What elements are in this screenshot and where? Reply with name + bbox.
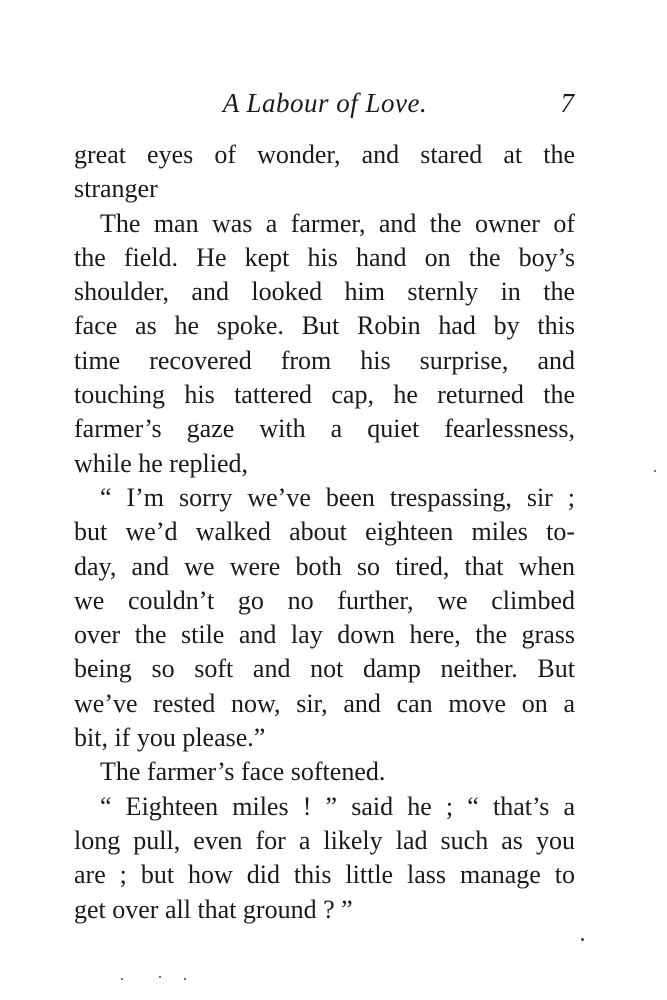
text-line: great eyes of wonder, and stared at the: [74, 140, 575, 169]
text-line: “ Eighteen miles ! ” said he ; “ that’s a: [100, 791, 575, 821]
text-line: long pull, even for a likely lad such as you: [74, 825, 575, 855]
text-line: shoulder, and looked him sternly in the: [74, 277, 575, 307]
body-text: [74, 138, 575, 927]
text-line: we’ve rested now, sir, and can move on a: [74, 688, 575, 718]
text-line: time recovered from his surprise, and: [74, 345, 575, 375]
running-head: [74, 88, 576, 128]
text-line: while he replied,: [74, 448, 248, 478]
text-line: touching his tattered cap, he returned the: [74, 380, 575, 410]
page-number: 7: [560, 88, 574, 118]
text-line: the field. He kept his hand on the boy’s: [74, 242, 575, 272]
print-speck: [581, 938, 584, 941]
text-line: are ; but how did this little lass manage to: [74, 860, 575, 890]
text-line: The farmer’s face softened.: [100, 757, 386, 787]
text-line: “ I’m sorry we’ve been trespassing, sir ;: [100, 482, 575, 512]
text-line: we couldn’t go no further, we climbed: [74, 585, 575, 615]
print-speck: [654, 470, 656, 472]
print-speck: [184, 978, 186, 980]
running-title: A Labour of Love.: [222, 88, 428, 118]
text-line: The man was a farmer, and the owner of: [100, 208, 575, 238]
text-line: day, and we were both so tired, that when: [74, 551, 575, 581]
print-speck: [121, 978, 123, 980]
text-line: bit, if you please.”: [74, 723, 266, 753]
text-line: farmer’s gaze with a quiet fearlessness,: [74, 414, 575, 444]
text-line: get over all that ground ? ”: [74, 894, 353, 924]
text-line: being so soft and not damp neither. But: [74, 654, 575, 684]
print-speck: [159, 976, 161, 978]
text-line: but we’d walked about eighteen miles to-: [74, 517, 575, 547]
text-line: stranger: [74, 174, 158, 204]
text-line: over the stile and lay down here, the grass: [74, 620, 575, 650]
text-line: face as he spoke. But Robin had by this: [74, 311, 575, 341]
